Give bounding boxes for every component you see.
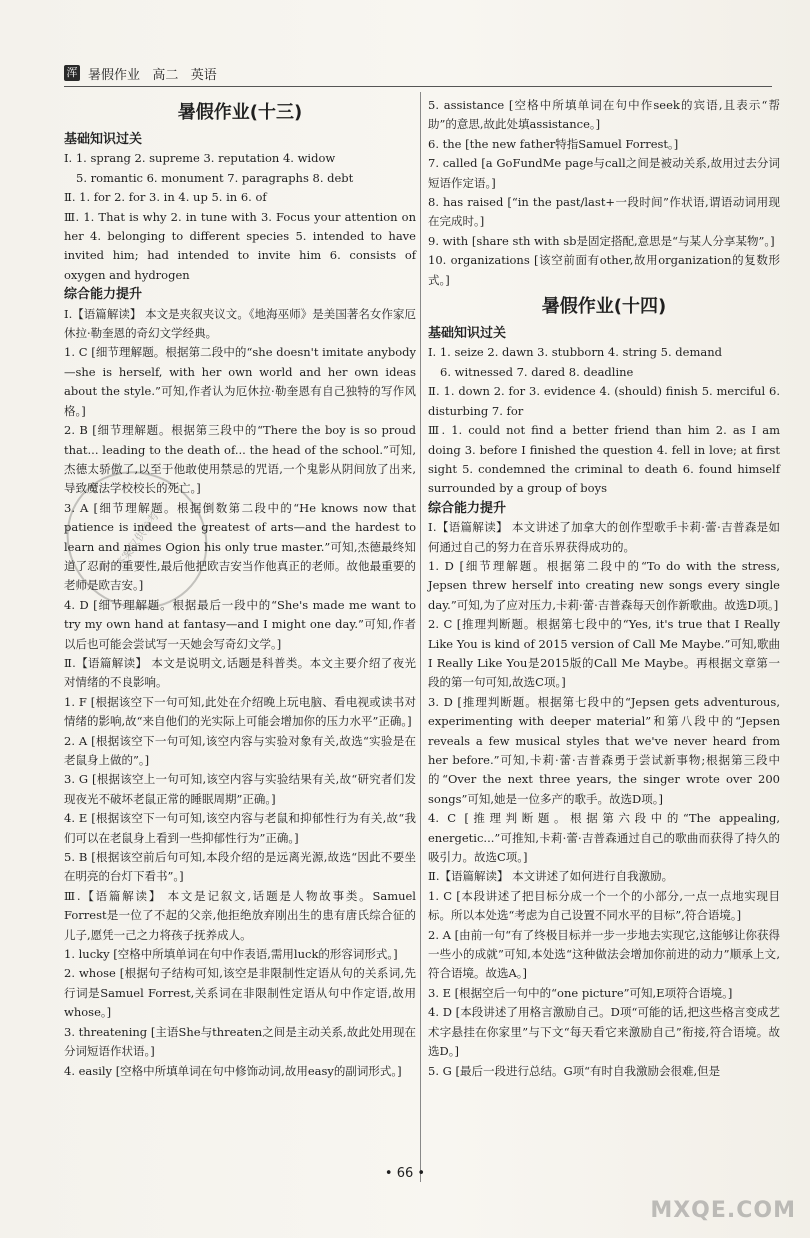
comprehensive-answers bbox=[428, 518, 780, 1081]
answer-line: Ⅲ.【语篇解读】 本文是记叙文,话题是人物故事类。Samuel Forrest是一位了不起的父亲,他拒绝放弃刚出生的患有唐氏综合征的儿子,愿凭一己之力将孩子抚养成人。 bbox=[64, 888, 416, 942]
answer-line: 4. D [细节理解题。根据最后一段中的“She's made me want to try my own hand at fantasy—and I might one day.”可知,作者以后也可能会尝试写一天她会写奇幻文学。] bbox=[64, 597, 416, 651]
answer-line: 6. witnessed 7. dared 8. deadline bbox=[440, 364, 634, 379]
answer-line: 4. D [本段讲述了用格言激励自己。D项“可能的话,把这些格言变成艺术字悬挂在你家里”与下文“每天看它来激励自己”衔接,符合语境。故选D。] bbox=[428, 1005, 780, 1059]
series-logo: 浑 bbox=[64, 65, 80, 81]
continued-answers bbox=[428, 96, 780, 290]
answer-line: 7. called [a GoFundMe page与call之间是被动关系,故用过去分词短语作定语。] bbox=[428, 156, 780, 190]
answer-line: 2. C [推理判断题。根据第七段中的“Yes, it's true that I Really Like You is kind of 2015 version of Call Me Maybe.”可知,歌曲I Really Like You是2015版的Call Me Maybe。再根据文章第一段的第一句可知,故选C项。] bbox=[428, 617, 780, 690]
answer-line: 2. B [细节理解题。根据第三段中的“There the boy is so proud that... leading to the death of... the head of the school.”可知,杰德太骄傲了,以至于他敢使用禁忌的咒语,一个鬼影从阴间放了出来,导致魔法学校校长的死亡。] bbox=[64, 423, 416, 496]
answer-line: 9. with [share sth with sb是固定搭配,意思是“与某人分享某物”。] bbox=[428, 233, 775, 248]
answer-line: 2. A [由前一句“有了终极目标并一步一步地去实现它,这能够让你获得一些小的成就”可知,本处选“这种做法会增加你前进的动力”顺承上文,符合语境。故选A。] bbox=[428, 927, 780, 981]
answer-line: 4. easily [空格中所填单词在句中修饰动词,故用easy的副词形式。] bbox=[64, 1063, 402, 1078]
answer-line: Ⅲ. 1. That is why 2. in tune with 3. Focus your attention on her 4. belonging to different species 5. intended to have invited him; had intended to invite him 6. consists of oxygen and hydrogen bbox=[64, 209, 416, 282]
answer-line: 1. F [根据该空下一句可知,此处在介绍晚上玩电脑、看电视或读书对情绪的影响,故“来自他们的光实际上可能会增加你的压力水平”正确。] bbox=[64, 694, 416, 729]
answer-line: 5. romantic 6. monument 7. paragraphs 8. debt bbox=[76, 170, 354, 185]
answer-line: 5. B [根据该空前后句可知,本段介绍的是远离光源,故选“因此不要坐在明亮的台灯下看书”。] bbox=[64, 850, 416, 884]
basic-answers bbox=[428, 343, 780, 498]
answer-line: 4. C [推理判断题。根据第六段中的“The appealing, energetic...”可推知,卡莉·蕾·吉普森通过自己的歌曲而获得了持久的吸引力。故选C项。] bbox=[428, 811, 780, 865]
answer-line: Ⅰ. 1. seize 2. dawn 3. stubborn 4. string 5. demand bbox=[428, 345, 722, 360]
answer-line: 2. whose [根据句子结构可知,该空是非限制性定语从句的关系词,先行词是Samuel Forrest,关系词在非限制性定语从句中作定语,故用whose。] bbox=[64, 966, 416, 1020]
answer-line: 1. C [本段讲述了把目标分成一个一个的小部分,一点一点地实现目标。所以本处选“考虑为自己设置不同水平的目标”,符合语境。] bbox=[428, 888, 780, 923]
answer-line: Ⅰ.【语篇解读】 本文是夹叙夹议文。《地海巫师》是美国著名女作家厄休拉·勒奎恩的奇幻文学经典。 bbox=[64, 306, 416, 341]
answer-line: 3. A [细节理解题。根据倒数第二段中的“He knows now that patience is indeed the greatest of arts—and the hardest to learn and names Ogion his only true master.”可知,杰德最终知道了忍耐的重要性,最后他把欧吉安当作他真正的老师。故他最重要的老师是欧吉安。] bbox=[64, 500, 416, 593]
answer-line: 6. the [the new father特指Samuel Forrest。] bbox=[428, 136, 679, 151]
answer-line: Ⅱ.【语篇解读】 本文讲述了如何进行自我激励。 bbox=[428, 869, 674, 884]
answer-line: 1. D [细节理解题。根据第二段中的“To do with the stress, Jepsen threw herself into creating new songs every single day.”可知,为了应对压力,卡莉·蕾·吉普森每天创作新歌曲。故选D项。] bbox=[428, 558, 780, 612]
ink-stamp: 答案仅供参考 bbox=[40, 444, 235, 636]
answer-line: 5. assistance [空格中所填单词在句中作seek的宾语,且表示“帮助”的意思,故此处填assistance。] bbox=[428, 98, 780, 132]
answer-line: 3. G [根据该空上一句可知,该空内容与实验结果有关,故“研究者们发现夜光不破坏老鼠正常的睡眠周期”正确。] bbox=[64, 772, 416, 806]
basic-knowledge-heading: 基础知识过关 bbox=[64, 132, 143, 147]
answer-line: 3. threatening [主语She与threaten之间是主动关系,故此处用现在分词短语作状语。] bbox=[64, 1024, 416, 1059]
page-header bbox=[64, 62, 217, 84]
header-rule bbox=[64, 86, 772, 87]
answer-line: 2. A [根据该空下一句可知,该空内容与实验对象有关,故选“实验是在老鼠身上做的”。] bbox=[64, 733, 416, 767]
comprehensive-answers bbox=[64, 305, 416, 1081]
answer-line: Ⅰ. 1. sprang 2. supreme 3. reputation 4. widow bbox=[64, 151, 336, 166]
comprehensive-heading: 综合能力提升 bbox=[428, 500, 507, 516]
basic-knowledge-heading: 基础知识过关 bbox=[428, 326, 507, 342]
answer-line: 10. organizations [该空前面有other,故用organization的复数形式。] bbox=[428, 253, 780, 287]
answer-line: 3. D [推理判断题。根据第七段中的“Jepsen gets adventurous, experimenting with deeper material”和第八段中的“Jepsen reveals a few musical styles that we've never heard from her before.”可知,卡莉·蕾·吉普森勇于尝试新事物;根据第三段中的“Over the next three years, the singer wrote over 200 songs”可知,她是一位多产的歌手。故选D项。] bbox=[428, 694, 780, 806]
section-title-14: 暑假作业(十四) bbox=[541, 296, 667, 318]
right-column bbox=[428, 96, 780, 1081]
answer-line: Ⅰ.【语篇解读】 本文讲述了加拿大的创作型歌手卡莉·蕾·吉普森是如何通过自己的努力在音乐界获得成功的。 bbox=[428, 520, 780, 554]
answer-line: 1. C [细节理解题。根据第二段中的“she doesn't imitate anybody—she is herself, with her own world and her own ideas about the style.”可知,作者认为厄休拉·勒奎恩有自己独特的写作风格。] bbox=[64, 345, 416, 418]
answer-line: Ⅱ.【语篇解读】 本文是说明文,话题是科普类。本文主要介绍了夜光对情绪的不良影响。 bbox=[64, 655, 416, 690]
comprehensive-heading: 综合能力提升 bbox=[64, 287, 143, 303]
column-divider bbox=[420, 92, 421, 1182]
section-title-13: 暑假作业(十三) bbox=[177, 102, 303, 123]
answer-line: Ⅲ. 1. could not find a better friend than him 2. as I am doing 3. before I finished the question 4. fell in love; at first sight 5. condemned the criminal to death 6. found himself surrounded by a group of boys bbox=[428, 423, 780, 496]
page-number: • 66 • bbox=[384, 1166, 426, 1181]
site-watermark: MXQE.COM bbox=[650, 1198, 796, 1223]
answer-line: Ⅱ. 1. down 2. for 3. evidence 4. (should) finish 5. merciful 6. disturbing 7. for bbox=[428, 384, 780, 418]
answer-line: 5. G [最后一段进行总结。G项“有时自我激励会很难,但是 bbox=[428, 1063, 721, 1078]
answer-line: 4. E [根据该空下一句可知,该空内容与老鼠和抑郁性行为有关,故“我们可以在老鼠身上看到一些抑郁性行为”正确。] bbox=[64, 811, 416, 845]
answer-line: Ⅱ. 1. for 2. for 3. in 4. up 5. in 6. of bbox=[64, 190, 267, 205]
answer-line: 8. has raised [“in the past/last+一段时间”作状语,谓语动词用现在完成时。] bbox=[428, 195, 780, 229]
answer-line: 3. E [根据空后一句中的“one picture”可知,E项符合语境。] bbox=[428, 985, 733, 1000]
header-text: 暑假作业 高二 英语 bbox=[88, 67, 217, 83]
basic-answers bbox=[64, 149, 416, 285]
answer-line: 1. lucky [空格中所填单词在句中作表语,需用luck的形容词形式。] bbox=[64, 947, 398, 962]
